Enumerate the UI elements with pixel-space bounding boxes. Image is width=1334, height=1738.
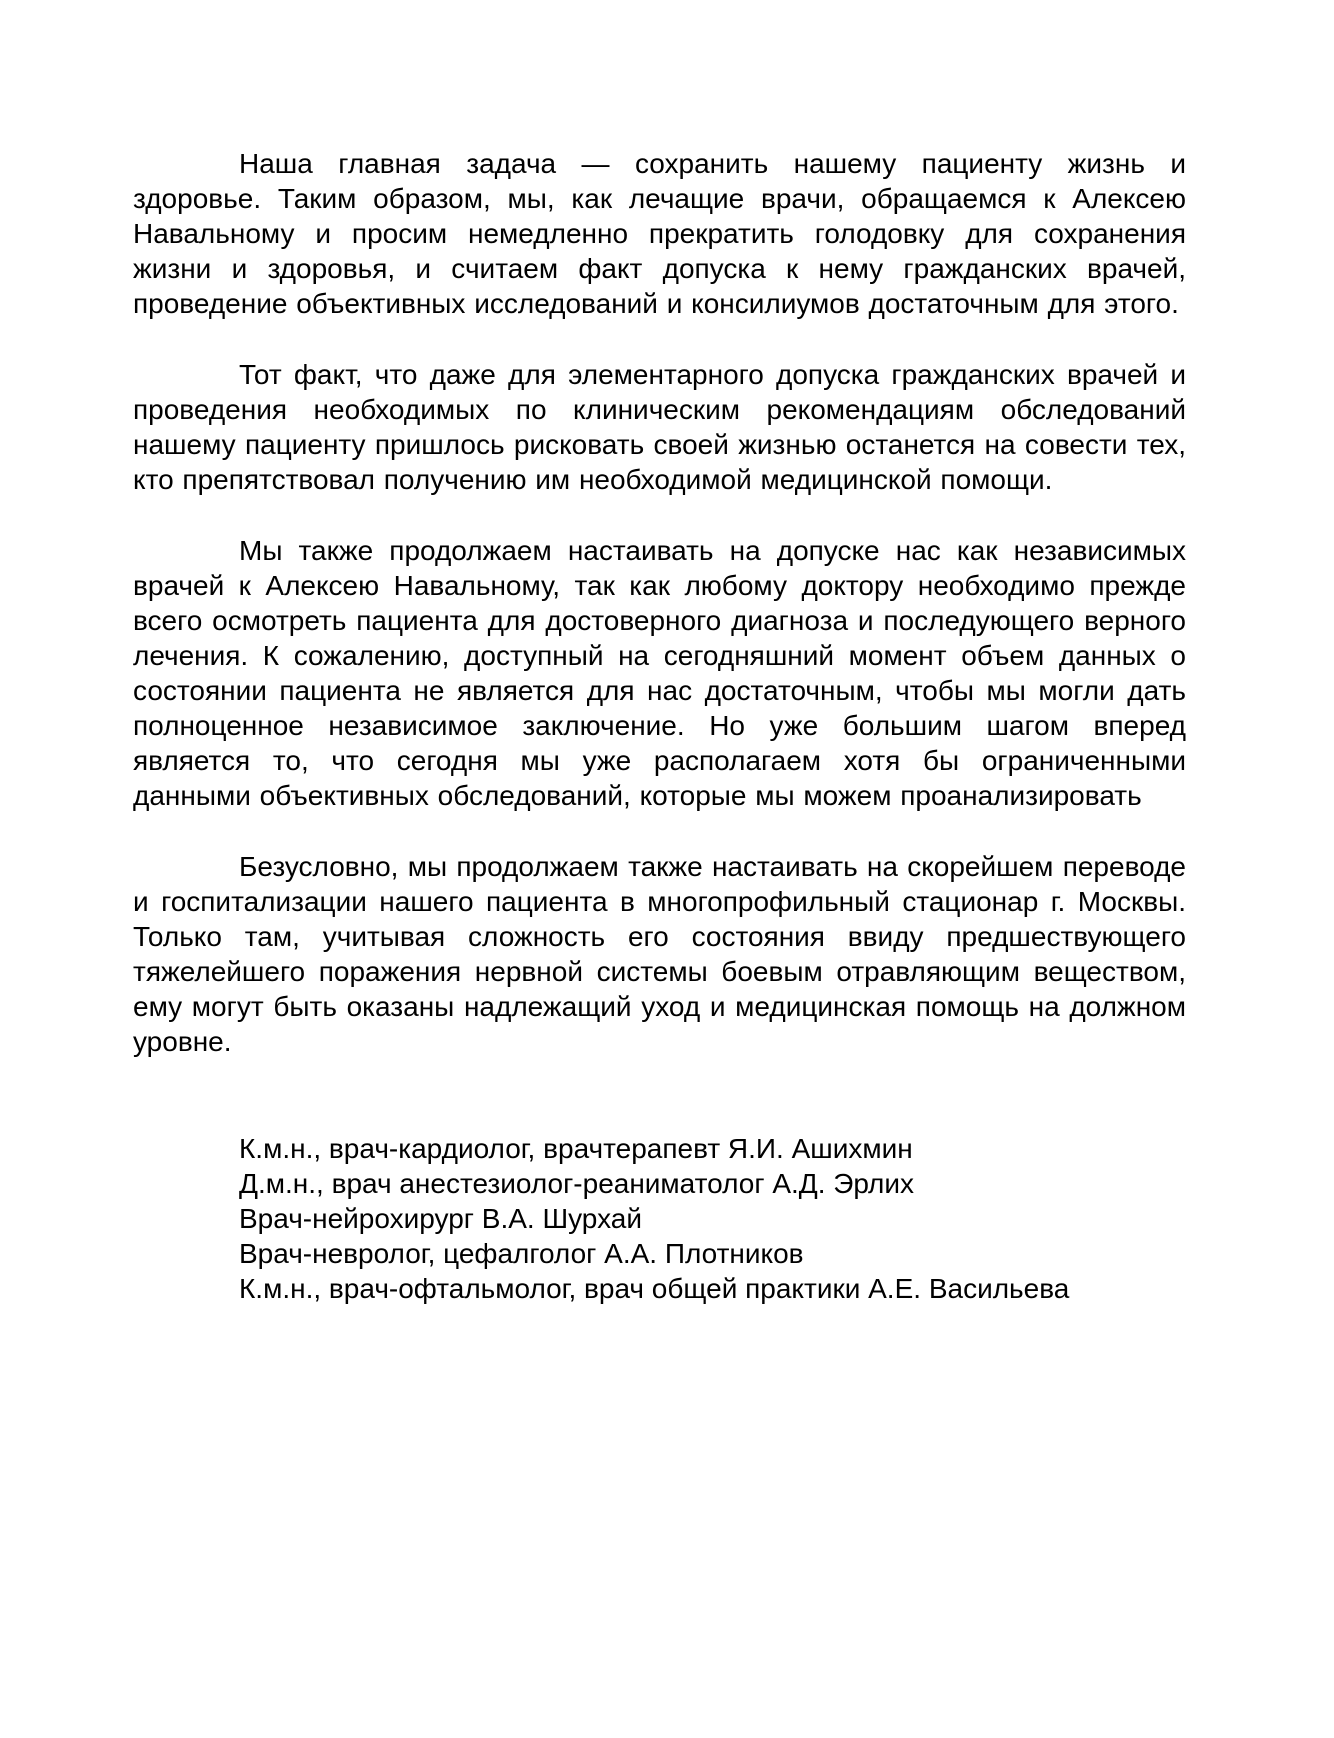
paragraph-main-task: Наша главная задача — сохранить нашему пациенту жизнь и здоровье. Таким образом, мы, как лечащие врачи, обращаемся к Алексею Навальному и просим немедленно прекратить голодовку для сохранения жизни и здоровья, и считаем факт допуска к нему гражданских врачей, проведение объективных исследований и консилиумов достаточным для этого. [133,148,1186,319]
paragraph-independent-doctors-access: Мы также продолжаем настаивать на допуске нас как независимых врачей к Алексею Навальному, так как любому доктору необходимо прежде всего осмотреть пациента для достоверного диагноза и последующего верного лечения. К сожалению, доступный на сегодняшний момент объем данных о состоянии пациента не является для нас достаточным, чтобы мы могли дать полноценное независимое заключение. Но уже большим шагом вперед является то, что сегодня мы уже располагаем хотя бы ограниченными данными объективных обследований, которые мы можем проанализировать [133,535,1186,811]
signature-block [133,1131,1186,1306]
signature-shurkhay: Врач-нейрохирург В.А. Шурхай [239,1203,642,1234]
signature-ashikhmin: К.м.н., врач-кардиолог, врачтерапевт Я.И. Ашихмин [239,1133,913,1164]
signature-erlikh: Д.м.н., врач анестезиолог-реаниматолог А.Д. Эрлих [239,1168,915,1199]
signature-plotnikov: Врач-невролог, цефалголог А.А. Плотников [239,1238,804,1269]
document-page [133,146,1186,1306]
signature-vasilyeva: К.м.н., врач-офтальмолог, врач общей практики А.Е. Васильева [239,1273,1070,1304]
paragraph-risk-conscience: Тот факт, что даже для элементарного допуска гражданских врачей и проведения необходимых по клиническим рекомендациям обследований нашему пациенту пришлось рисковать своей жизнью останется на совести тех, кто препятствовал получению им необходимой медицинской помощи. [133,359,1186,495]
paragraph-hospital-transfer: Безусловно, мы продолжаем также настаивать на скорейшем переводе и госпитализации нашего пациента в многопрофильный стационар г. Москвы. Только там, учитывая сложность его состояния ввиду предшествующего тяжелейшего поражения нервной системы боевым отравляющим веществом, ему могут быть оказаны надлежащий уход и медицинская помощь на должном уровне. [133,851,1186,1057]
